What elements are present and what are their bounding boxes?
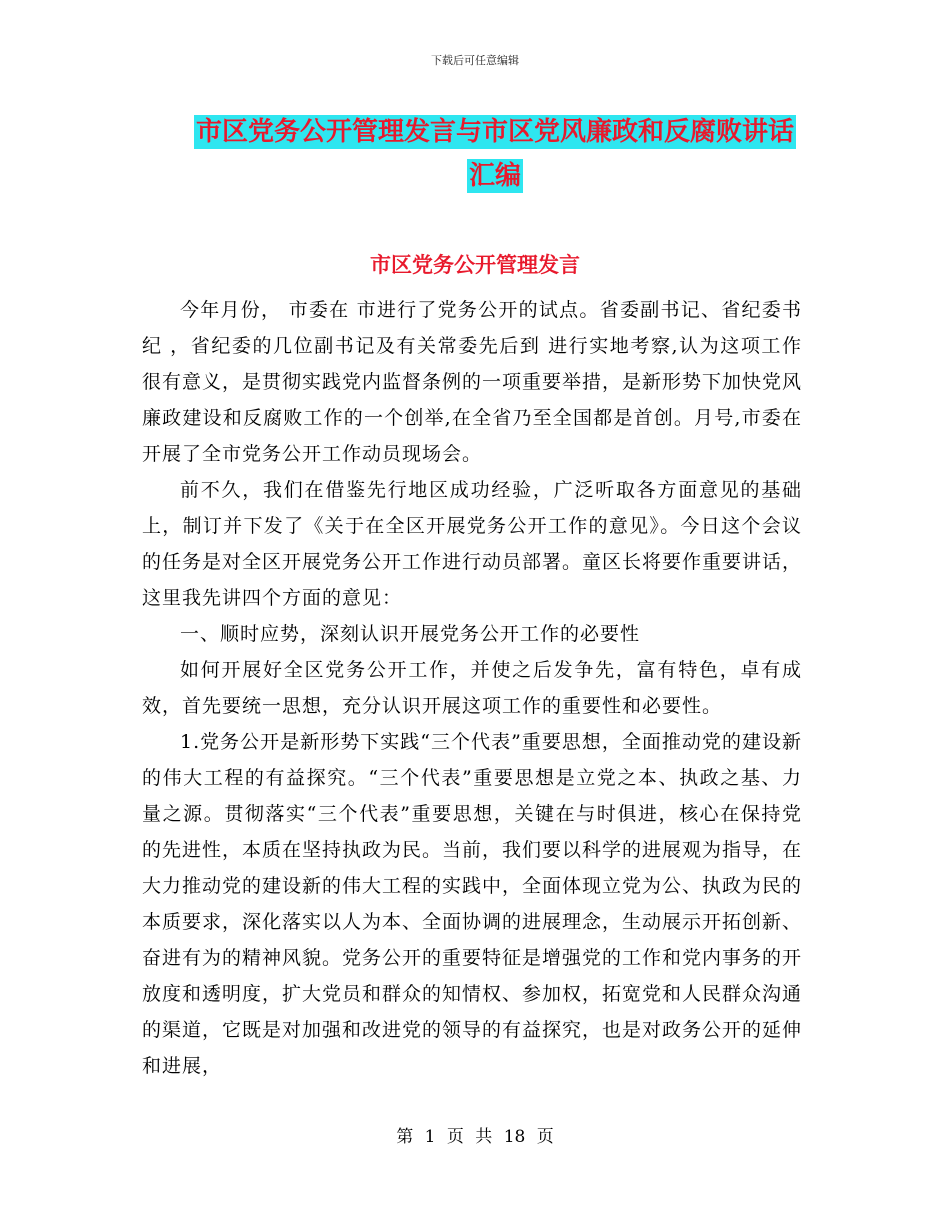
paragraph: 1.党务公开是新形势下实践“三个代表”重要思想，全面推动党的建设新的伟大工程的有益探究。“三个代表”重要思想是立党之本、执政之基、力量之源。贯彻落实“三个代表”重要思想，关键在与时俱进，核心在保持党的先进性，本质在坚持执政为民。当前，我们要以科学的进展观为指导，在大力推动党的建设新的伟大工程的实践中，全面体现立党为公、执政为民的本质要求，深化落实以人为本、全面协调的进展理念，生动展示开拓创新、奋进有为的精神风貌。党务公开的重要特征是增强党的工作和党内事务的开放度和透明度，扩大党员和群众的知情权、参加权，拓宽党和人民群众沟通的渠道，它既是对加强和改进党的领导的有益探究，也是对政务公开的延伸和进展，: [142, 731, 803, 1077]
document-title: [175, 110, 815, 198]
document-title-line1: 市区党务公开管理发言与市区党风廉政和反腐败讲话: [195, 117, 794, 147]
paragraph: 前不久，我们在借鉴先行地区成功经验，广泛听取各方面意见的基础上，制订并下发了《关于在全区开展党务公开工作的意见》。今日这个会议的任务是对全区开展党务公开工作进行动员部署。童区长将要作重要讲话，这里我先讲四个方面的意见：: [142, 479, 803, 609]
section-title: 市区党务公开管理发言: [370, 253, 580, 277]
document-body: [142, 292, 802, 1084]
page-header-note: 下载后可任意编辑: [431, 54, 519, 67]
paragraph: 如何开展好全区党务公开工作，并使之后发争先，富有特色，卓有成效，首先要统一思想，充分认识开展这项工作的重要性和必要性。: [142, 659, 802, 717]
document-title-line2: 汇编: [468, 161, 521, 191]
page-number: 第 1 页 共 18 页: [396, 1127, 554, 1147]
paragraph: 今年月份， 市委在 市进行了党务公开的试点。省委副书记、省纪委书纪 ，省纪委的几位副书记及有关常委先后到 进行实地考察,认为这项工作很有意义，是贯彻实践党内监督条例的一项重要举措，是新形势下加快党风廉政建设和反腐败工作的一个创举,在全省乃至全国都是首创。月号,市委在 开展了全市党务公开工作动员现场会。: [142, 299, 803, 465]
section-heading: 一、顺时应势，深刻认识开展党务公开工作的必要性: [180, 623, 641, 645]
